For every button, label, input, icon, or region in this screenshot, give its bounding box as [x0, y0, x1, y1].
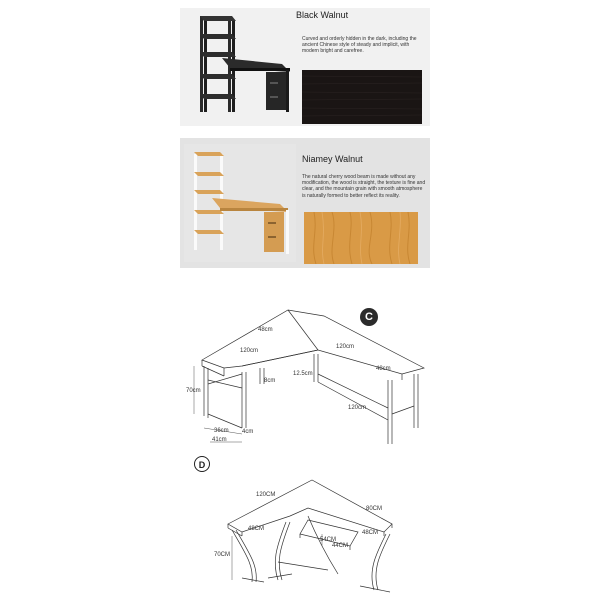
- product-description: The natural cherry wood beam is made without any modification, the wood is straight, the texture is fine and clear, and the mountain grain with smooth atmosphere is naturally formed to better reflect its reality.: [302, 174, 426, 199]
- dim-label: 70cm: [186, 388, 201, 394]
- dim-label: 44CM: [332, 543, 349, 549]
- dim-label: 4cm: [242, 429, 254, 435]
- dim-label: 36cm: [214, 428, 229, 434]
- niamey-walnut-swatch: [304, 212, 418, 264]
- dim-label: 120cm: [240, 348, 259, 354]
- dim-label: 48CM: [362, 530, 379, 536]
- product-description: Curved and orderly hidden in the dark, including the ancient Chinese style of steady and implicit, with modern bright and carefree.: [302, 36, 417, 55]
- black-walnut-panel: [180, 8, 430, 126]
- dim-label: 120CM: [256, 492, 276, 498]
- dim-label: 120cm: [348, 405, 367, 411]
- black-walnut-swatch: [302, 70, 422, 124]
- dim-label: 41cm: [212, 437, 227, 443]
- dim-label: 80CM: [366, 506, 383, 512]
- oak-desk-image: [184, 144, 296, 262]
- dim-label: 8cm: [264, 378, 276, 384]
- dimension-diagram-d: [168, 450, 430, 596]
- desk-d-line-drawing: [168, 450, 430, 596]
- desk-c-line-drawing: [168, 296, 430, 446]
- dimension-diagram-c: [168, 296, 430, 446]
- niamey-walnut-panel: [180, 138, 430, 268]
- black-desk-image: [182, 12, 294, 124]
- dim-label: 120cm: [336, 344, 355, 350]
- diagram-d-badge: D: [194, 456, 210, 472]
- dim-label: 70CM: [214, 552, 231, 558]
- product-title: Black Walnut: [296, 10, 349, 20]
- dim-label: 48CM: [248, 526, 265, 532]
- dim-label: 48cm: [258, 327, 273, 333]
- dim-label: 54CM: [320, 537, 337, 543]
- dim-label: 48cm: [376, 366, 391, 372]
- product-title: Niamey Walnut: [302, 154, 363, 164]
- dim-label: 12.5cm: [293, 371, 313, 377]
- diagram-c-badge: C: [360, 308, 378, 326]
